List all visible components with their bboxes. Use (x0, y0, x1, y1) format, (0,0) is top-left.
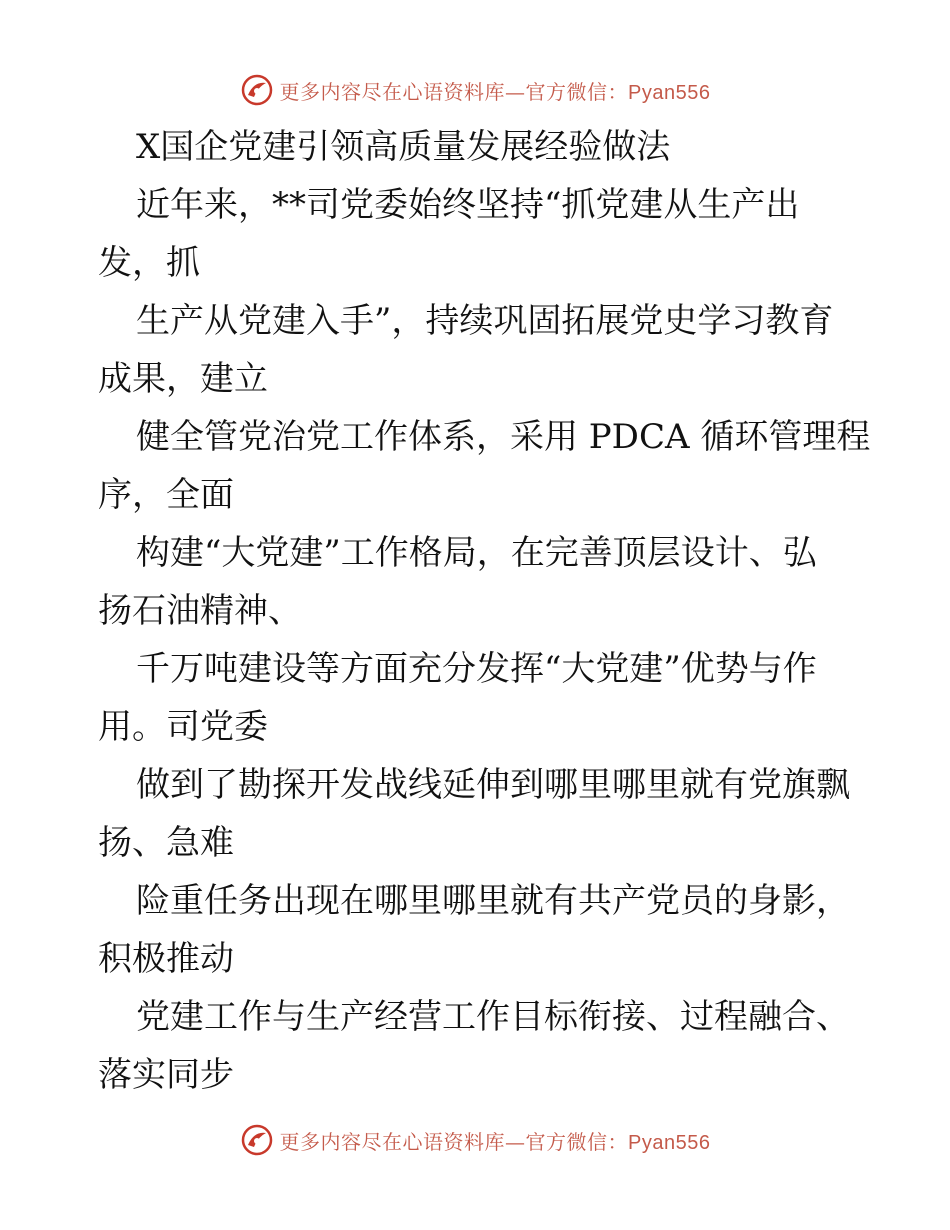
text-line: 成果，建立 (98, 359, 268, 399)
text-line: 构建“大党建”工作格局，在完善顶层设计、弘 (136, 533, 817, 573)
text-line: 扬石油精神、 (98, 591, 302, 631)
text-line: 健全管党治党工作体系，采用 PDCA 循环管理程 (136, 417, 871, 457)
text-line: 近年来，**司党委始终坚持“抓党建从生产出 (136, 185, 800, 225)
paragraph-lines (98, 176, 871, 1104)
text-line: 序，全面 (98, 475, 234, 515)
text-line: 落实同步 (98, 1055, 234, 1095)
watermark-text: 更多内容尽在心语资料库—官方微信：Pyan556 (279, 79, 711, 104)
text-line: 发，抓 (98, 243, 200, 283)
text-line: 做到了勘探开发战线延伸到哪里哪里就有党旗飘 (136, 765, 850, 805)
document-body (98, 118, 871, 1104)
text-line: 用。司党委 (98, 707, 268, 747)
text-line: 生产从党建入手”，持续巩固拓展党史学习教育 (136, 301, 834, 341)
text-line: 千万吨建设等方面充分发挥“大党建”优势与作 (136, 649, 817, 689)
text-line: 险重任务出现在哪里哪里就有共产党员的身影， (136, 881, 850, 921)
brand-logo-icon (240, 73, 274, 107)
watermark-text: 更多内容尽在心语资料库—官方微信：Pyan556 (279, 1129, 711, 1154)
footer-watermark (0, 1120, 950, 1160)
text-line: 党建工作与生产经营工作目标衔接、过程融合、 (136, 997, 850, 1037)
text-line: 积极推动 (98, 939, 234, 979)
text-line: 扬、急难 (98, 823, 234, 863)
header-watermark (0, 70, 950, 110)
brand-logo-icon (240, 1123, 274, 1157)
document-title: X国企党建引领高质量发展经验做法 (136, 127, 671, 167)
